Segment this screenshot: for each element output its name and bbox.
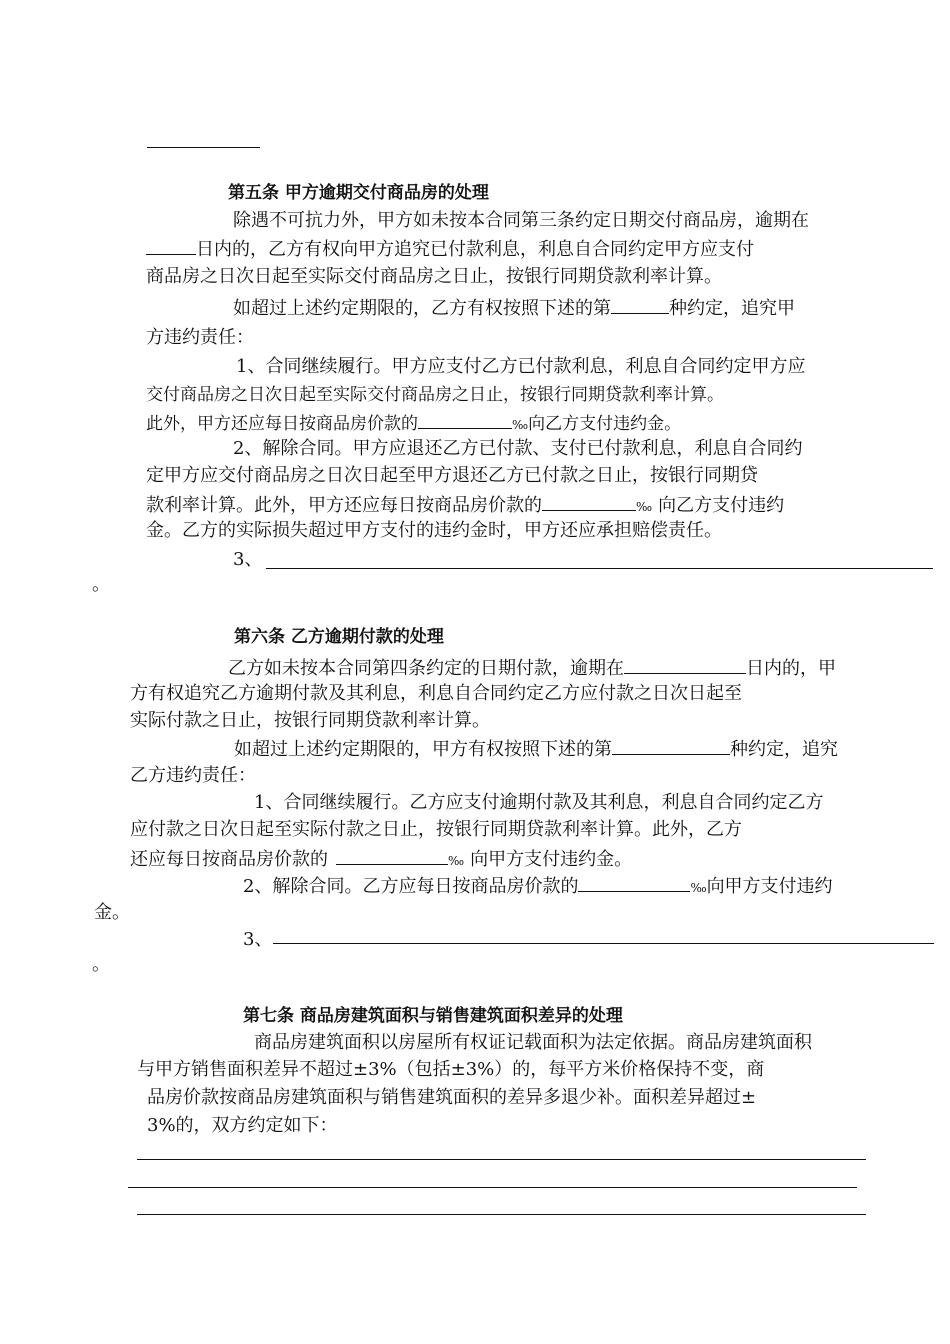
- art5-item-2-line-4: 金。乙方的实际损失超过甲方支付的违约金时，甲方还应承担赔偿责任。: [146, 520, 722, 541]
- art6-paragraph-2-line-1: 如超过上述约定期限的，甲方有权按照下述的第 种约定，追究: [234, 736, 838, 762]
- art5-paragraph-2-line-1: 如超过上述约定期限的，乙方有权按照下述的第 种约定，追究甲: [233, 295, 795, 321]
- article-6-title: 第六条 乙方逾期付款的处理: [234, 627, 444, 647]
- art6-item-1-line-3: 还应每日按商品房价款的 ‰ 向甲方支付违约金。: [130, 846, 632, 873]
- blank-days[interactable]: [146, 236, 196, 255]
- blank-option-number[interactable]: [611, 295, 669, 314]
- art7-blank-line-1[interactable]: [137, 1159, 866, 1160]
- blank-rate[interactable]: [336, 846, 448, 865]
- art7-paragraph-1-line-1: 商品房建筑面积以房屋所有权证记载面积为法定依据。商品房建筑面积: [254, 1032, 812, 1053]
- art5-paragraph-1-line-3: 商品房之日次日起至实际交付商品房之日止，按银行同期贷款利率计算。: [146, 266, 722, 287]
- art5-item-3-label: 3、: [233, 549, 263, 570]
- art6-end-mark: 。: [92, 954, 110, 975]
- art6-item-3-blank[interactable]: [273, 943, 934, 944]
- blank-rate[interactable]: [578, 873, 690, 892]
- art5-item-1-line-2: 交付商品房之日次日起至实际交付商品房之日止，按银行同期贷款利率计算。: [146, 385, 724, 405]
- art6-paragraph-1-line-1: 乙方如未按本合同第四条约定的日期付款，逾期在 日内的，甲: [228, 655, 836, 681]
- art5-item-2-line-1: 2、解除合同。甲方应退还乙方已付款、支付已付款利息，利息自合同约: [233, 438, 803, 459]
- art6-item-2-line-2: 金。: [94, 902, 130, 923]
- art5-item-1-line-3: 此外，甲方还应每日按商品房价款的 ‰向乙方支付违约金。: [146, 410, 681, 437]
- blank-option-number[interactable]: [612, 736, 730, 755]
- art7-paragraph-1-line-4: 3%的，双方约定如下：: [147, 1115, 338, 1136]
- art6-paragraph-2-line-2: 乙方违约责任：: [130, 765, 256, 786]
- blank-days[interactable]: [624, 655, 746, 674]
- art5-paragraph-1-line-2: 日内的，乙方有权向甲方追究已付款利息，利息自合同约定甲方应支付: [146, 236, 754, 262]
- art5-paragraph-2-line-2: 方违约责任：: [146, 327, 254, 348]
- blank-rate[interactable]: [418, 410, 512, 429]
- article-5-title: 第五条 甲方逾期交付商品房的处理: [228, 183, 489, 203]
- art6-item-1-line-1: 1、合同继续履行。乙方应支付逾期付款及其利息，利息自合同约定乙方: [254, 792, 824, 813]
- art5-end-mark: 。: [92, 574, 110, 595]
- art6-item-2-line-1: 2、解除合同。乙方应每日按商品房价款的 ‰向甲方支付违约: [243, 873, 833, 900]
- top-blank-line: [147, 147, 260, 148]
- art5-item-2-line-3: 款利率计算。此外，甲方还应每日按商品房价款的 ‰ 向乙方支付违约: [146, 492, 784, 519]
- art7-blank-line-3[interactable]: [137, 1214, 866, 1215]
- art7-paragraph-1-line-3: 品房价款按商品房建筑面积与销售建筑面积的差异多退少补。面积差异超过±: [147, 1087, 757, 1108]
- art7-blank-line-2[interactable]: [128, 1187, 857, 1188]
- art6-paragraph-1-line-3: 实际付款之日止，按银行同期贷款利率计算。: [130, 710, 490, 731]
- art5-item-2-line-2: 定甲方应交付商品房之日次日起至甲方退还乙方已付款之日止，按银行同期贷: [146, 465, 758, 486]
- art6-item-3-label: 3、: [243, 929, 273, 950]
- blank-rate[interactable]: [542, 492, 636, 511]
- art6-item-1-line-2: 应付款之日次日起至实际付款之日止，按银行同期贷款利率计算。此外，乙方: [130, 819, 742, 840]
- art5-paragraph-1-line-1: 除遇不可抗力外，甲方如未按本合同第三条约定日期交付商品房，逾期在: [233, 210, 809, 231]
- article-7-title: 第七条 商品房建筑面积与销售建筑面积差异的处理: [243, 1006, 623, 1026]
- art6-paragraph-1-line-2: 方有权追究乙方逾期付款及其利息，利息自合同约定乙方应付款之日次日起至: [130, 683, 742, 704]
- art7-paragraph-1-line-2: 与甲方销售面积差异不超过±3%（包括±3%）的，每平方米价格保持不变，商: [137, 1059, 765, 1080]
- art5-item-1-line-1: 1、合同继续履行。甲方应支付乙方已付款利息，利息自合同约定甲方应: [236, 356, 806, 377]
- art5-item-3-blank[interactable]: [266, 568, 933, 569]
